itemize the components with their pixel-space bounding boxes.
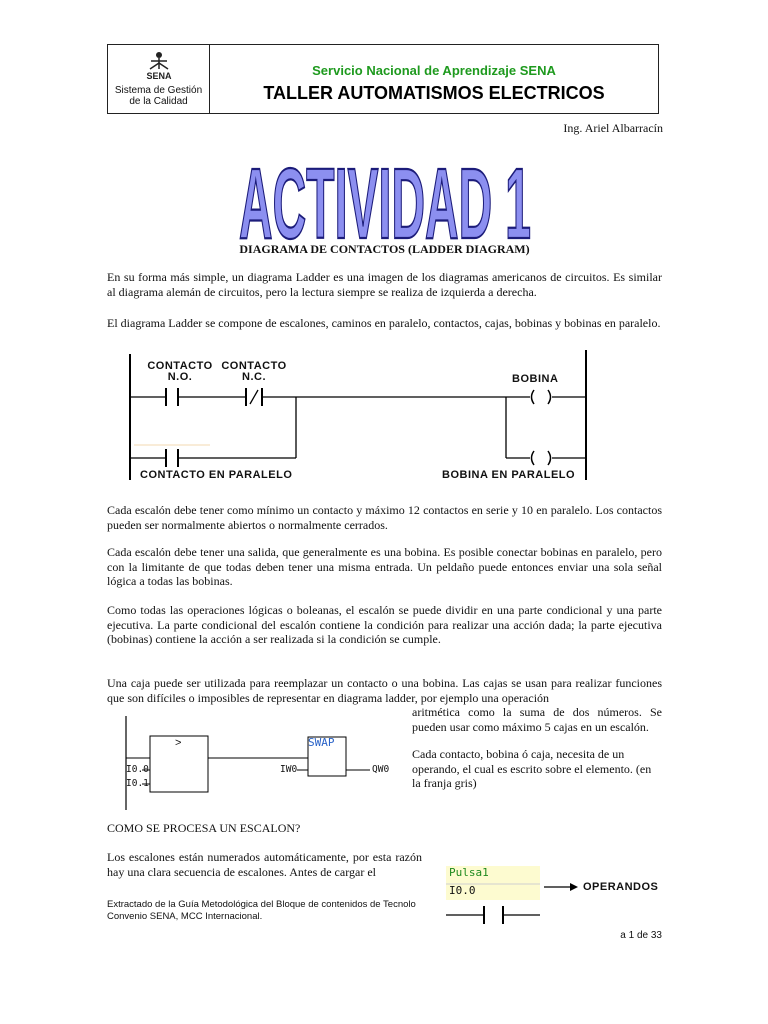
paragraph-4: Cada escalón debe tener una salida, que generalmente es una bobina. Es posible conectar bobinas en paralelo, pero con la limitante de que todas deben tener una misma entrada. Un peldaño puede entonces enviar una sola señal lógica a todas las bobinas. — [107, 545, 662, 588]
coil-label: BOBINA — [512, 373, 559, 385]
footer-line2: Convenio SENA, MCC Internacional. — [107, 910, 263, 922]
sena-logo-icon — [142, 51, 176, 81]
swap-label: SWAP — [308, 736, 335, 749]
logo-cell — [108, 45, 210, 113]
logo-wordmark: SENA — [146, 71, 172, 81]
qw-label: QW0 — [372, 764, 390, 775]
page-number: a 1 de 33 — [620, 930, 662, 941]
contact-nc-label: CONTACTO N.C. — [221, 360, 287, 383]
paragraph-6: Una caja puede ser utilizada para reemplazar un contacto o una bobina. Las cajas se usan para realizar funciones que son difíciles o imposibles de representar en diagrama ladder, por ejemplo una operación — [107, 676, 662, 705]
operand-arrow-label: OPERANDOS — [583, 881, 659, 893]
paragraph-2: El diagrama Ladder se compone de escalones, caminos en paralelo, contactos, cajas, bobinas y bobinas en paralelo. — [107, 316, 661, 330]
input-2-label: I0.1 — [126, 778, 149, 789]
footer-line1: Extractado de la Guía Metodológica del Bloque de contenidos de Tecnolo — [107, 899, 416, 910]
input-1-label: I0.0 — [126, 764, 149, 775]
arrow-icon — [570, 883, 578, 891]
paragraph-6-continued: aritmética como la suma de dos números. Se pueden usar como máximo 5 cajas en un escalón. — [412, 705, 662, 734]
operand-symbol: Pulsa1 — [449, 866, 489, 879]
iw-label: IW0 — [280, 764, 298, 775]
document-title: TALLER AUTOMATISMOS ELECTRICOS — [263, 83, 605, 103]
compare-label: > — [175, 737, 182, 749]
section-title: DIAGRAMA DE CONTACTOS (LADDER DIAGRAM) — [239, 242, 530, 256]
coil-parallel-label: BOBINA EN PARALELO — [442, 469, 576, 481]
organization-name: Servicio Nacional de Aprendizaje SENA — [312, 63, 556, 78]
section-heading-2: COMO SE PROCESA UN ESCALON? — [107, 821, 301, 835]
author-name: Ing. Ariel Albarracín — [563, 121, 663, 135]
logo-label-line1: Sistema de Gestión — [114, 85, 203, 96]
paragraph-5: Como todas las operaciones lógicas o boleanas, el escalón se puede dividir en una parte condicional y una parte ejecutiva. La parte condicional del escalón contiene la condición para realizar una acción dada; la parte ejecutiva (bobinas) contiene la acción a ser realizada si la condición se cumple. — [107, 603, 662, 646]
logo-label-line2: de la Calidad — [129, 96, 188, 107]
activity-wordart — [230, 140, 540, 244]
box-diagram — [120, 714, 410, 814]
paragraph-7: Cada contacto, bobina ó caja, necesita de un operando, el cual es escrito sobre el elemento. (en la franja gris) — [412, 747, 652, 790]
coil-symbol — [532, 390, 535, 404]
coil-parallel-symbol — [532, 451, 535, 465]
document-header — [107, 44, 659, 114]
contact-no-label: CONTACTO N.O. — [147, 360, 213, 383]
operand-address: I0.0 — [449, 884, 476, 897]
paragraph-9: Los escalones están numerados automáticamente, por esta razón hay una clara secuencia de escalones. Antes de cargar el — [107, 850, 422, 879]
paragraph-1: En su forma más simple, un diagrama Ladder es una imagen de los diagramas americanos de circuitos. Es similar al diagrama alemán de circuitos, pero la lectura siempre se realiza de izquierda a derecha. — [107, 270, 662, 299]
footer — [107, 899, 447, 922]
activity-title: ACTIVIDAD 1 — [239, 148, 531, 244]
logo-label — [108, 85, 209, 107]
contact-parallel-label: CONTACTO EN PARALELO — [140, 469, 293, 481]
paragraph-3: Cada escalón debe tener como mínimo un contacto y máximo 12 contactos en serie y 10 en paralelo. Los contactos pueden ser normalmente abiertos o normalmente cerrados. — [107, 503, 662, 532]
